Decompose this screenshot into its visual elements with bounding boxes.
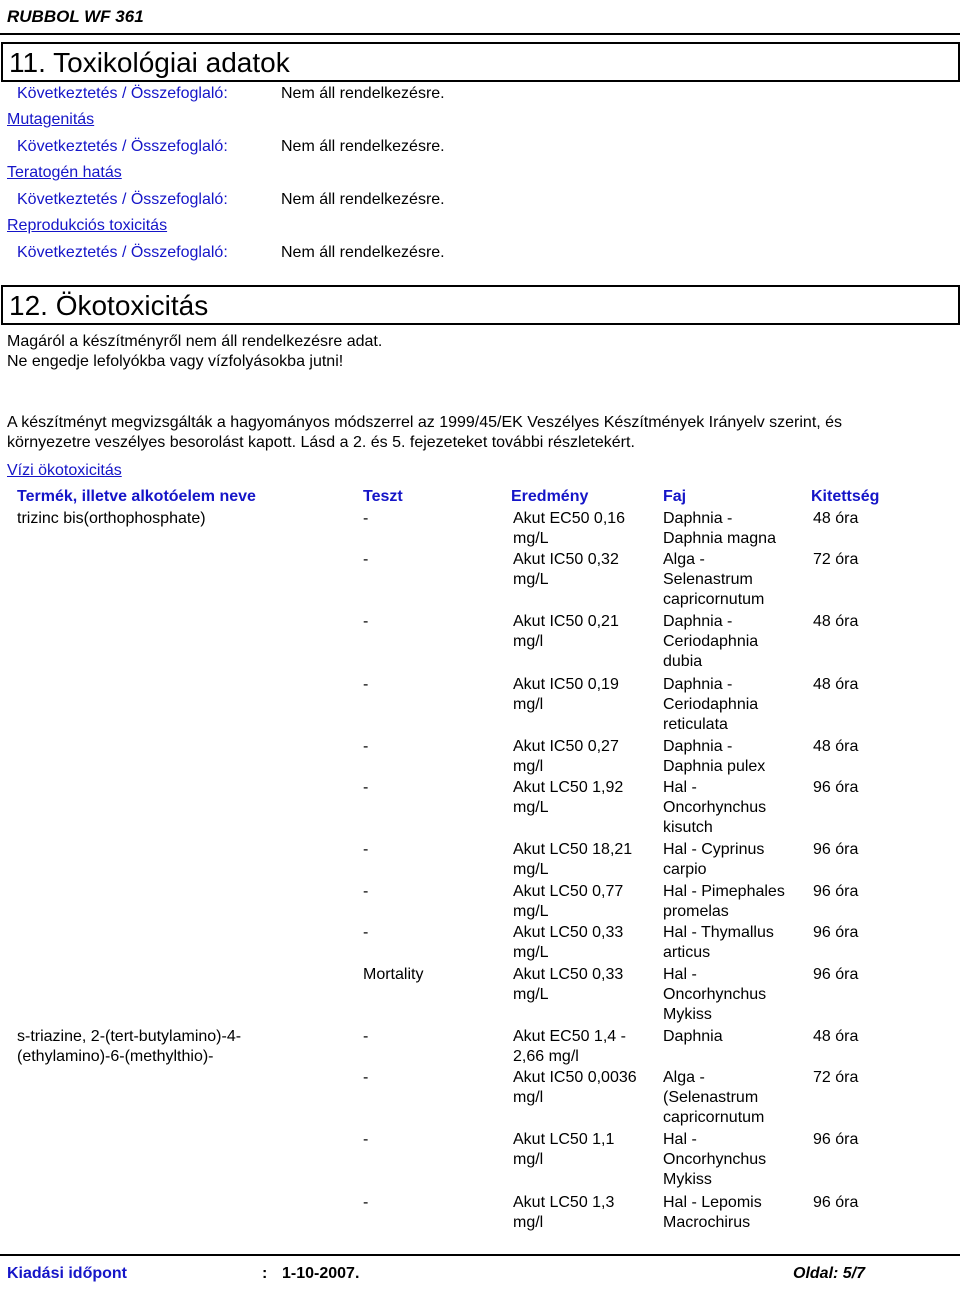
species-cell-line: Ceriodaphnia — [663, 696, 759, 713]
exposure-cell-line: 96 óra — [813, 1194, 859, 1211]
test-cell — [363, 1130, 368, 1150]
species-cell — [663, 612, 758, 672]
link-reprodukcios-toxicitas[interactable]: Reprodukciós toxicitás — [7, 217, 168, 234]
test-cell — [363, 778, 368, 798]
species-cell-line: Daphnia magna — [663, 530, 776, 547]
species-cell-line: capricornutum — [663, 591, 765, 608]
result-cell-line: mg/l — [513, 1089, 544, 1106]
result-cell-line: Akut LC50 1,3 — [513, 1194, 615, 1211]
species-cell-line: Hal - Pimephales — [663, 883, 785, 900]
test-cell — [363, 1193, 368, 1213]
species-cell — [663, 1027, 723, 1047]
result-cell — [513, 550, 619, 590]
species-cell — [663, 1068, 764, 1128]
no-data-note: Magáról a készítményről nem áll rendelkezésre adat. — [7, 333, 383, 350]
result-cell-line: Akut LC50 1,1 — [513, 1131, 615, 1148]
result-cell-line: mg/l — [513, 1151, 544, 1168]
species-cell-line: Daphnia - — [663, 676, 733, 693]
exposure-cell-line: 72 óra — [813, 551, 859, 568]
species-cell-line: articus — [663, 944, 711, 961]
summary-row — [17, 191, 445, 209]
col-header-result: Eredmény — [511, 488, 589, 505]
result-cell-line: mg/L — [513, 861, 549, 878]
summary-value: Nem áll rendelkezésre. — [281, 244, 445, 261]
exposure-cell-line: 96 óra — [813, 1131, 859, 1148]
test-cell-line: - — [363, 551, 369, 568]
result-cell — [513, 612, 619, 652]
exposure-cell — [813, 1193, 858, 1213]
result-cell — [513, 737, 619, 777]
species-cell-line: carpio — [663, 861, 707, 878]
species-cell-line: Mykiss — [663, 1171, 712, 1188]
classification-paragraph-1: A készítményt megvizsgálták a hagyományos módszerrel az 1999/45/EK Veszélyes Készítmények Irányelv szerint, és — [7, 414, 843, 431]
exposure-cell — [813, 1027, 858, 1047]
species-cell — [663, 882, 785, 922]
result-cell-line: mg/L — [513, 944, 549, 961]
exposure-cell-line: 96 óra — [813, 966, 859, 983]
result-cell-line: Akut LC50 1,92 — [513, 779, 624, 796]
result-cell-line: Akut IC50 0,21 — [513, 613, 619, 630]
test-cell — [363, 509, 368, 529]
summary-value: Nem áll rendelkezésre. — [281, 191, 445, 208]
exposure-cell — [813, 840, 858, 860]
result-cell-line: Akut EC50 0,16 — [513, 510, 626, 527]
summary-value: Nem áll rendelkezésre. — [281, 85, 445, 102]
drainage-warning: Ne engedje lefolyókba vagy vízfolyásokba jutni! — [7, 353, 344, 370]
species-cell-line: dubia — [663, 653, 703, 670]
link-mutagenitas[interactable]: Mutagenitás — [7, 111, 95, 128]
result-cell — [513, 509, 625, 549]
species-cell-line: Macrochirus — [663, 1214, 751, 1231]
test-cell-line: - — [363, 924, 369, 941]
header-divider — [0, 33, 960, 35]
footer-colon: : — [262, 1265, 268, 1282]
exposure-cell-line: 72 óra — [813, 1069, 859, 1086]
result-cell-line: mg/L — [513, 530, 549, 547]
test-cell — [363, 1068, 368, 1088]
link-teratogen-hatas[interactable]: Teratogén hatás — [7, 164, 122, 181]
test-cell-line: - — [363, 738, 369, 755]
species-cell — [663, 965, 766, 1025]
product-name — [17, 509, 206, 529]
species-cell-line: Selenastrum — [663, 571, 753, 588]
test-cell-line: - — [363, 841, 369, 858]
test-cell-line: - — [363, 613, 369, 630]
species-cell-line: Ceriodaphnia — [663, 633, 759, 650]
species-cell — [663, 923, 774, 963]
section-12-title: 12. Ökotoxicitás — [9, 290, 209, 321]
result-cell-line: mg/l — [513, 1214, 544, 1231]
species-cell-line: Daphnia — [663, 1028, 723, 1045]
result-cell — [513, 1193, 614, 1233]
exposure-cell-line: 48 óra — [813, 1028, 859, 1045]
species-cell-line: Daphnia - — [663, 510, 733, 527]
col-header-product: Termék, illetve alkotóelem neve — [17, 488, 256, 505]
result-cell-line: Akut LC50 0,77 — [513, 883, 624, 900]
species-cell-line: capricornutum — [663, 1109, 765, 1126]
result-cell-line: mg/L — [513, 571, 549, 588]
test-cell — [363, 675, 368, 695]
species-cell-line: Oncorhynchus — [663, 986, 767, 1003]
species-cell-line: Daphnia - — [663, 613, 733, 630]
result-cell-line: 2,66 mg/l — [513, 1048, 579, 1065]
species-cell — [663, 509, 776, 549]
species-cell-line: Oncorhynchus — [663, 799, 767, 816]
test-cell-line: - — [363, 779, 369, 796]
result-cell — [513, 882, 623, 922]
result-cell-line: Akut LC50 0,33 — [513, 924, 624, 941]
exposure-cell — [813, 612, 858, 632]
species-cell — [663, 675, 758, 735]
col-header-test: Teszt — [363, 488, 403, 505]
exposure-cell-line: 96 óra — [813, 841, 859, 858]
species-cell-line: Hal - — [663, 1131, 697, 1148]
species-cell — [663, 550, 764, 610]
species-cell-line: Hal - Thymallus — [663, 924, 774, 941]
summary-row — [17, 138, 445, 156]
summary-row — [17, 244, 445, 262]
test-cell-line: - — [363, 1194, 369, 1211]
result-cell — [513, 1068, 637, 1108]
species-cell — [663, 1193, 762, 1233]
species-cell-line: Hal - Lepomis — [663, 1194, 762, 1211]
exposure-cell — [813, 1130, 858, 1150]
footer-page-number: Oldal: 5/7 — [793, 1265, 866, 1282]
result-cell — [513, 923, 623, 963]
species-cell-line: kisutch — [663, 819, 713, 836]
exposure-cell-line: 48 óra — [813, 510, 859, 527]
result-cell-line: Akut LC50 0,33 — [513, 966, 624, 983]
species-cell-line: (Selenastrum — [663, 1089, 759, 1106]
exposure-cell-line: 48 óra — [813, 613, 859, 630]
exposure-cell — [813, 737, 858, 757]
result-cell — [513, 1027, 626, 1067]
section-11-heading — [1, 42, 960, 82]
species-cell-line: reticulata — [663, 716, 728, 733]
test-cell-line: - — [363, 883, 369, 900]
exposure-cell-line: 96 óra — [813, 883, 859, 900]
exposure-cell-line: 48 óra — [813, 738, 859, 755]
classification-paragraph-2: környezetre veszélyes besorolást kapott. Lásd a 2. és 5. fejezeteket további részletekért. — [7, 434, 635, 451]
result-cell-line: Akut LC50 18,21 — [513, 841, 633, 858]
test-cell-line: Mortality — [363, 966, 424, 983]
footer-divider — [0, 1254, 960, 1256]
test-cell — [363, 1027, 368, 1047]
exposure-cell — [813, 509, 858, 529]
summary-label: Következtetés / Összefoglaló: — [17, 191, 228, 208]
summary-row — [17, 85, 445, 103]
result-cell — [513, 965, 623, 1005]
result-cell — [513, 840, 632, 880]
test-cell — [363, 737, 368, 757]
test-cell-line: - — [363, 676, 369, 693]
result-cell-line: mg/L — [513, 986, 549, 1003]
result-cell — [513, 675, 619, 715]
section-11-title: 11. Toxikológiai adatok — [9, 47, 290, 78]
exposure-cell — [813, 675, 858, 695]
product-name-line: s-triazine, 2-(tert-butylamino)-4- — [17, 1028, 242, 1045]
species-cell-line: Alga - — [663, 1069, 705, 1086]
test-cell — [363, 612, 368, 632]
species-cell — [663, 840, 764, 880]
result-cell-line: Akut IC50 0,0036 — [513, 1069, 637, 1086]
document-title: RUBBOL WF 361 — [7, 7, 144, 26]
result-cell-line: mg/l — [513, 758, 544, 775]
link-vizi-okotoxicitas[interactable]: Vízi ökotoxicitás — [7, 462, 122, 479]
summary-label: Következtetés / Összefoglaló: — [17, 138, 228, 155]
test-cell — [363, 923, 368, 943]
species-cell-line: Hal - — [663, 779, 697, 796]
species-cell — [663, 1130, 766, 1190]
species-cell — [663, 778, 766, 838]
exposure-cell-line: 48 óra — [813, 676, 859, 693]
species-cell-line: Daphnia pulex — [663, 758, 766, 775]
exposure-cell — [813, 882, 858, 902]
exposure-cell-line: 96 óra — [813, 779, 859, 796]
species-cell-line: Hal - Cyprinus — [663, 841, 765, 858]
species-cell-line: Oncorhynchus — [663, 1151, 767, 1168]
product-name-line: (ethylamino)-6-(methylthio)- — [17, 1048, 214, 1065]
exposure-cell — [813, 1068, 858, 1088]
page-header — [0, 0, 960, 36]
test-cell — [363, 840, 368, 860]
species-cell-line: Alga - — [663, 551, 705, 568]
summary-value: Nem áll rendelkezésre. — [281, 138, 445, 155]
test-cell-line: - — [363, 1069, 369, 1086]
col-header-species: Faj — [663, 488, 687, 505]
exposure-cell — [813, 550, 858, 570]
result-cell-line: Akut IC50 0,32 — [513, 551, 619, 568]
footer-issue-date: 1-10-2007. — [282, 1265, 360, 1282]
section-12-heading — [1, 285, 960, 325]
exposure-cell — [813, 923, 858, 943]
test-cell — [363, 882, 368, 902]
test-cell-line: - — [363, 510, 369, 527]
product-name — [17, 1027, 241, 1067]
species-cell-line: Mykiss — [663, 1006, 712, 1023]
species-cell-line: Hal - — [663, 966, 697, 983]
summary-label: Következtetés / Összefoglaló: — [17, 85, 228, 102]
test-cell-line: - — [363, 1131, 369, 1148]
exposure-cell — [813, 965, 858, 985]
result-cell-line: mg/L — [513, 799, 549, 816]
species-cell-line: promelas — [663, 903, 729, 920]
summary-label: Következtetés / Összefoglaló: — [17, 244, 228, 261]
test-cell — [363, 550, 368, 570]
species-cell-line: Daphnia - — [663, 738, 733, 755]
test-cell — [363, 965, 423, 985]
exposure-cell-line: 96 óra — [813, 924, 859, 941]
result-cell — [513, 778, 623, 818]
result-cell-line: mg/L — [513, 903, 549, 920]
species-cell — [663, 737, 765, 777]
result-cell-line: mg/l — [513, 633, 544, 650]
result-cell-line: Akut IC50 0,19 — [513, 676, 619, 693]
product-name-line: trizinc bis(orthophosphate) — [17, 510, 206, 527]
result-cell-line: mg/l — [513, 696, 544, 713]
test-cell-line: - — [363, 1028, 369, 1045]
result-cell-line: Akut EC50 1,4 - — [513, 1028, 626, 1045]
result-cell — [513, 1130, 614, 1170]
result-cell-line: Akut IC50 0,27 — [513, 738, 619, 755]
exposure-cell — [813, 778, 858, 798]
footer-issue-label: Kiadási időpont — [7, 1265, 127, 1282]
col-header-exposure: Kitettség — [811, 488, 880, 505]
